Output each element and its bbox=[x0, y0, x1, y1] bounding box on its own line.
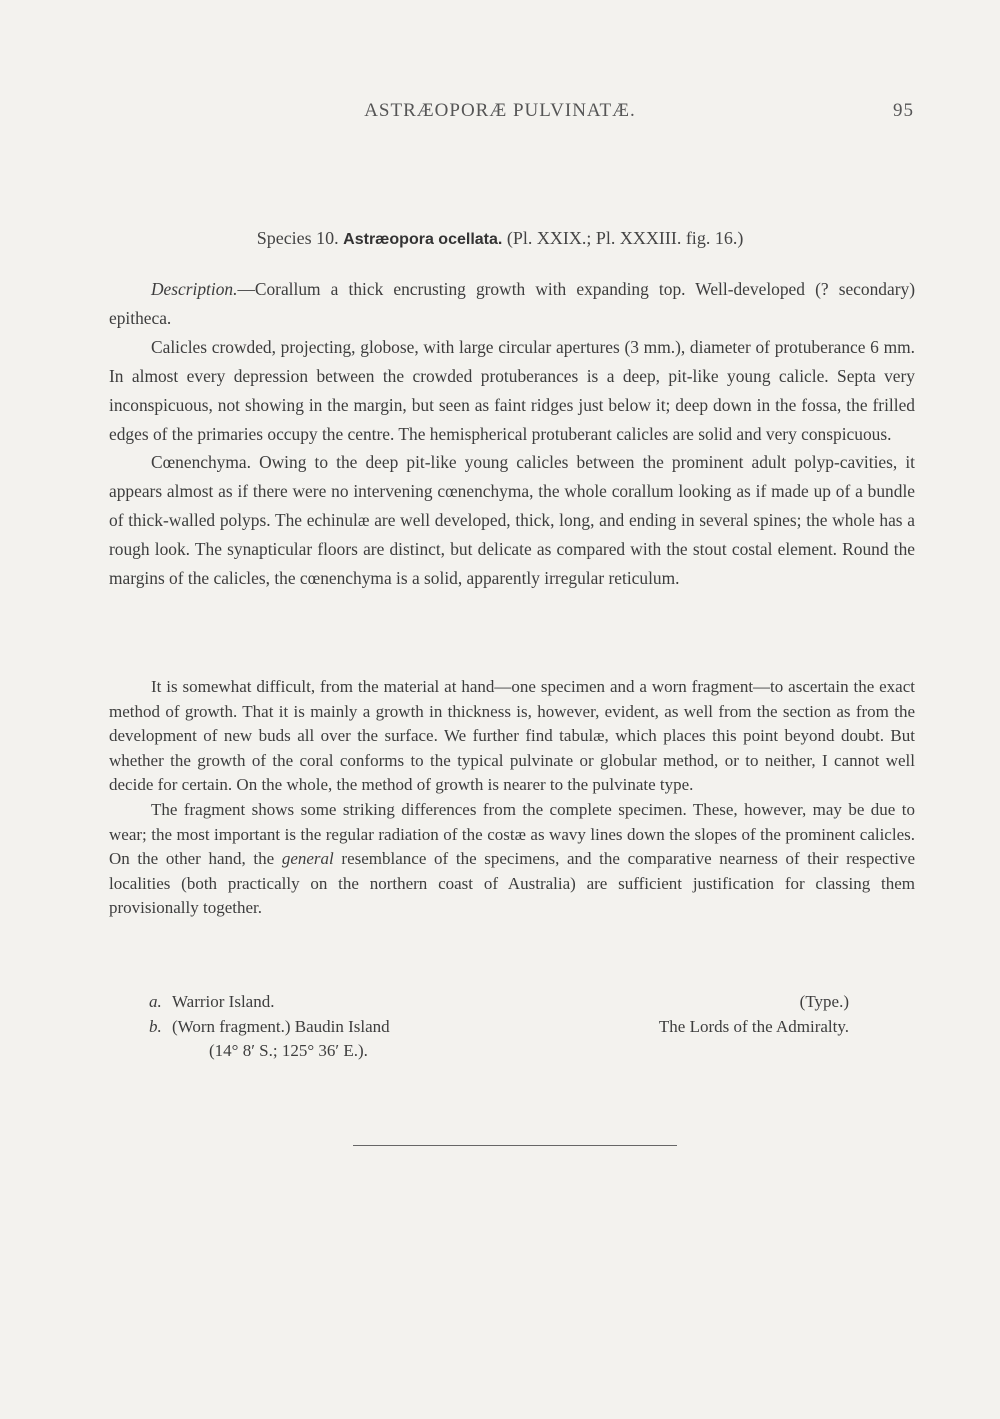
specimen-list bbox=[109, 990, 915, 1064]
running-title: ASTRÆOPORÆ PULVINATÆ. bbox=[364, 100, 636, 121]
specimen-coordinates: (14° 8′ S.; 125° 36′ E.). bbox=[209, 1041, 368, 1061]
description-text: —Corallum a thick encrusting growth with expanding top. Well-developed (? secondary) epitheca. bbox=[109, 279, 915, 328]
coenenchyma-paragraph: Cœnenchyma. Owing to the deep pit-like young calicles between the prominent adult polyp-cavities, it appears almost as if there were no intervening cœnenchyma, the whole corallum looking as if made up of a bundle of thick-walled polyps. The echinulæ are well developed, thick, long, and ending in several spines; the whole has a rough look. The synapticular floors are distinct, but delicate as compared with the stout costal element. Round the margins of the calicles, the cœnenchyma is a solid, apparently irregular reticulum. bbox=[109, 452, 915, 589]
description-section bbox=[109, 275, 915, 593]
remarks-section bbox=[109, 675, 915, 921]
specimen-locality: Warrior Island. bbox=[172, 992, 275, 1011]
species-number: Species 10. bbox=[256, 228, 339, 248]
fragment-text-start: The fragment shows some striking differences from the complete specimen. These, however, may be due to wear; the most important is the regular radiation of the costæ as wavy lines down the slopes of the prominent calicles. On the other hand, the bbox=[109, 799, 915, 869]
fragment-text-end: resemblance of the specimens, and the comparative nearness of their respective localities (both practically on the northern coast of Australia) are sufficient justification for classing them provisionally together. bbox=[109, 849, 915, 918]
specimen-item-a bbox=[109, 990, 915, 1015]
growth-paragraph: It is somewhat difficult, from the material at hand—one specimen and a worn fragment—to ascertain the exact method of growth. That it is mainly a growth in thickness is, however, evident, as well from the section as from the development of new buds all over the surface. We further find tabulæ, which places this point beyond doubt. But whether the growth of the coral conforms to the typical pulvinate or globular method, or to neither, I cannot well decide for certain. On the whole, the method of growth is nearer to the pulvinate type. bbox=[109, 677, 915, 795]
calicles-paragraph: Calicles crowded, projecting, globose, with large circular apertures (3 mm.), diameter of protuberance 6 mm. In almost every depression between the crowded protuberances is a deep, pit-like young calicle. Septa very inconspicuous, not showing in the margin, but seen as faint ridges just below it; deep down in the fossa, the frilled edges of the primaries occupy the centre. The hemispherical protuberant calicles are solid and very conspicuous. bbox=[109, 336, 915, 444]
emphasis-general: general bbox=[281, 849, 334, 869]
specimen-item-b bbox=[109, 1015, 915, 1040]
species-name: Astræopora ocellata. bbox=[343, 231, 503, 248]
specimen-letter: a. bbox=[149, 992, 162, 1011]
page-number: 95 bbox=[893, 100, 914, 121]
section-divider bbox=[353, 1145, 677, 1146]
specimen-type: (Type.) bbox=[799, 992, 849, 1011]
running-header bbox=[0, 100, 1000, 128]
specimen-owner: The Lords of the Admiralty. bbox=[658, 1016, 849, 1036]
specimen-coordinates-row bbox=[109, 1039, 915, 1064]
specimen-letter: b. bbox=[149, 1016, 162, 1036]
description-paragraph bbox=[109, 275, 915, 333]
fragment-paragraph bbox=[109, 798, 915, 921]
specimen-locality: (Worn fragment.) Baudin Island bbox=[172, 1016, 390, 1036]
description-lead: Description. bbox=[151, 279, 238, 299]
plate-reference: (Pl. XXIX.; Pl. XXXIII. fig. 16.) bbox=[506, 228, 744, 248]
species-heading bbox=[0, 228, 1000, 249]
